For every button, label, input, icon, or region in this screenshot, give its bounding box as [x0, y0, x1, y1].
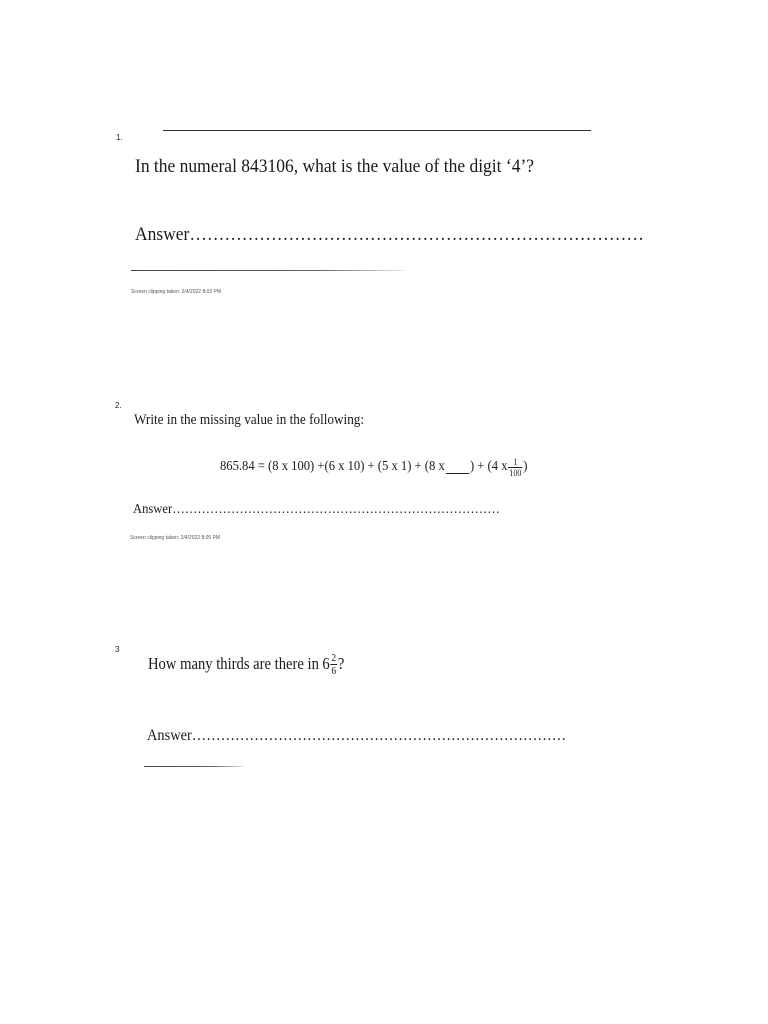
fraction-denominator: 6: [331, 664, 337, 677]
question-3-text: [148, 648, 344, 680]
question-2-clip-note: Screen clipping taken: 2/4/2022 8:05 PM: [130, 535, 221, 541]
equation-lhs: 865.84 = (8 x 100) +(6 x 10) + (5 x 1) + (8 x: [220, 459, 445, 474]
fraction-one-hundredth: [508, 457, 522, 478]
question-1-text: In the numeral 843106, what is the value of the digit ‘4’?: [135, 156, 535, 177]
question-1-bottom-rule: [131, 270, 403, 271]
question-2-answer-line[interactable]: Answer……………………………………………………………………: [133, 502, 500, 517]
question-3-text-after: ?: [337, 654, 345, 673]
question-1-number: 1.: [116, 133, 123, 142]
fraction-numerator: 1: [513, 456, 518, 467]
fraction-numerator: 2: [331, 651, 337, 664]
question-3-text-before: How many thirds are there in: [148, 654, 319, 673]
mixed-number-whole: 6: [322, 654, 330, 673]
question-2-equation: [220, 453, 527, 481]
fraction-denominator: 100: [509, 467, 522, 478]
question-3-number: 3: [115, 645, 120, 654]
equation-mid: ) + (4 x: [469, 459, 508, 474]
question-1-answer-line[interactable]: Answer……………………………………………………………………: [135, 224, 644, 245]
question-1-top-rule: [163, 130, 591, 131]
missing-value-blank[interactable]: [446, 461, 469, 474]
mixed-number-fraction: [331, 652, 337, 677]
question-1-clip-note: Screen clipping taken: 2/4/2022 8:03 PM: [131, 289, 222, 295]
question-3-answer-line[interactable]: Answer……………………………………………………………………: [147, 727, 567, 744]
question-2-number: 2.: [115, 401, 122, 410]
equation-end: ): [523, 459, 528, 474]
question-2-text: Write in the missing value in the following:: [134, 412, 365, 428]
question-3-bottom-rule: [144, 766, 244, 767]
